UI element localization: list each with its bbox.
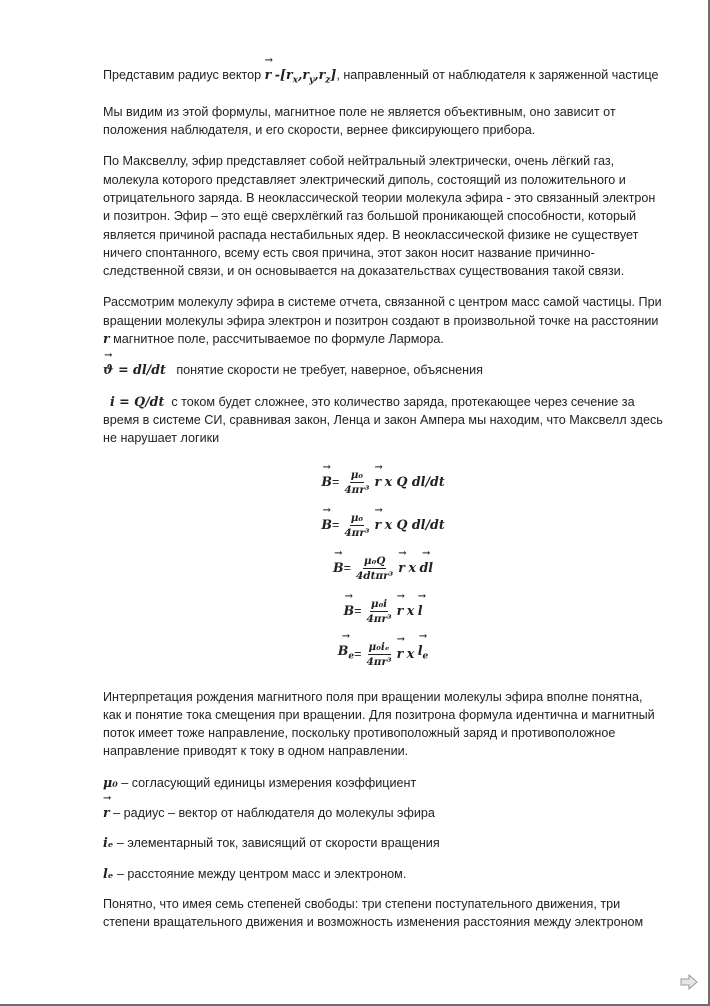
vector-dl: → dl [419,559,433,577]
denominator: 4πr³ [366,612,392,625]
paragraph-current [103,393,663,448]
symbol-r: r [103,331,110,347]
text: – радиус – вектор от наблюдателя до молекулы эфира [109,806,435,821]
numerator: μ₀ [350,511,364,524]
vector-b: → B [333,559,344,577]
vector-b: → B [321,473,332,491]
paragraph-maxwell-ether: По Максвеллу, эфир представляет собой нейтральный электрически, очень лёгкий газ, молекула которого представляет электрический диполь, состоящий из положительного и отрицательного заряда. В неоклассической теории молекула эфира - это связанный электрон и позитрон. Эфир – это ещё сверхлёгкий газ большой проникающей способности, который является причиной распада нестабильных ядер. В неоклассической физике не существует ничего спонтанного, всему есть своя причина, этот закон носит название причинно-следственной связи, и он основывается на доказательствах существования такой связи. [103,154,656,279]
definition-r [103,804,663,822]
components-open: -[r [274,67,293,82]
paragraph-observer: Мы видим из этой формулы, магнитное поле не является объективным, оно зависит от положения наблюдателя, и его скорости, вернее фиксирующего прибора. [103,104,616,138]
arrow-svg [680,974,698,990]
paragraph-degrees-of-freedom: Понятно, что имея семь степеней свободы: три степени поступательного движения, три степени вращательного движения и возможность изменения расстояния между электроном [103,896,644,930]
text: с током будет сложнее, это количество заряда, протекающее через сечение за время в системе СИ, сравнивая закон, Ленца и закон Ампера мы находим, что Максвелл здесь не нарушает логики [103,394,663,446]
symbol: iₑ [103,835,114,851]
fraction [366,641,391,668]
next-page-arrow-icon[interactable] [680,974,698,990]
current-formula: i = Q/dt [110,393,165,409]
formula-block [103,461,663,676]
denominator: 4πr³ [344,483,370,496]
formula-tail: x [406,602,415,618]
text: – элементарный ток, зависящий от скорости вращения [113,836,440,851]
paragraph-radius-vector [103,66,663,90]
definition-le [103,865,663,883]
equals: = [331,474,340,489]
numerator: μ₀Q [363,554,386,567]
vector-r: → r [397,602,404,620]
vector-components: $-[r_x,r_y,r_z]$ [274,67,337,86]
formula-tail: x Q dl/dt [384,473,445,489]
numerator: μ₀iₑ [368,640,390,653]
vector-r: → r [374,473,381,491]
formula-tail: x [406,645,415,661]
formula-4 [103,590,663,633]
text: понятие скорости не требует, наверное, объяснения [176,363,483,378]
vector-b: → B [321,516,332,534]
paragraph-larmor [103,293,663,348]
vector-be: → $B_e$ [338,642,354,666]
paragraph-interpretation: Интерпретация рождения магнитного поля при вращении молекулы эфира вполне понятна, как и понятие тока смещения при вращении. Для позитрона формула идентична и магнитный поток имеет тоже направление, поскольку противоположный заряд и противоположное направление приводят к току в одном направлении. [103,689,655,759]
symbol: μ₀ [103,774,118,790]
formula-tail: x [408,559,416,575]
formula-1 [103,461,663,504]
text: Рассмотрим молекулу эфира в системе отчета, связанной с центром масс самой частицы. При вращении молекулы эфира электрон и позитрон создают в произвольной точке на расстоянии [103,295,662,328]
text: , направленный от наблюдателя к заряженной частице [336,68,659,82]
equals: = [354,603,362,618]
equals: = [343,560,351,575]
sub-x: x [292,75,298,86]
numerator: μ₀i [370,597,388,610]
vector-r: → r [397,645,404,663]
fraction [366,598,391,625]
text: Представим радиус вектор [103,68,262,82]
denominator: 4πr³ [366,655,392,668]
symbol-theta: → ϑ [103,361,114,379]
vector-r: → r [265,66,272,84]
definition-mu0 [103,774,663,792]
vector-b: → B [343,602,354,620]
vector-r: → r [398,559,405,577]
definition-ie [103,834,663,852]
vector-l: → l [418,602,423,620]
vector-le: → $l_e$ [418,642,429,666]
text: – расстояние между центром масс и электроном. [113,866,407,881]
symbol: → r [103,804,110,822]
equals: = [331,517,340,532]
text: магнитное поле, рассчитываемое по формуле Лармора. [113,332,444,347]
vector-r: → r [374,516,381,534]
fraction [356,555,393,582]
fraction [344,512,369,539]
formula-5 [103,633,663,676]
formula-tail: x Q dl/dt [384,516,445,532]
symbol: lₑ [103,865,114,881]
velocity-formula: = dl/dt [113,362,166,378]
document-body [103,66,663,945]
formula-3 [103,547,663,590]
paragraph-velocity [103,361,663,379]
denominator: 4dtπr³ [355,569,394,582]
fraction [344,469,369,496]
numerator: μ₀ [350,468,364,481]
formula-2 [103,504,663,547]
sub-y: y [309,75,315,86]
equals: = [354,646,362,661]
denominator: 4πr³ [344,526,370,539]
sub-z: z [325,75,331,86]
text: – согласующий единицы измерения коэффициент [117,775,417,790]
